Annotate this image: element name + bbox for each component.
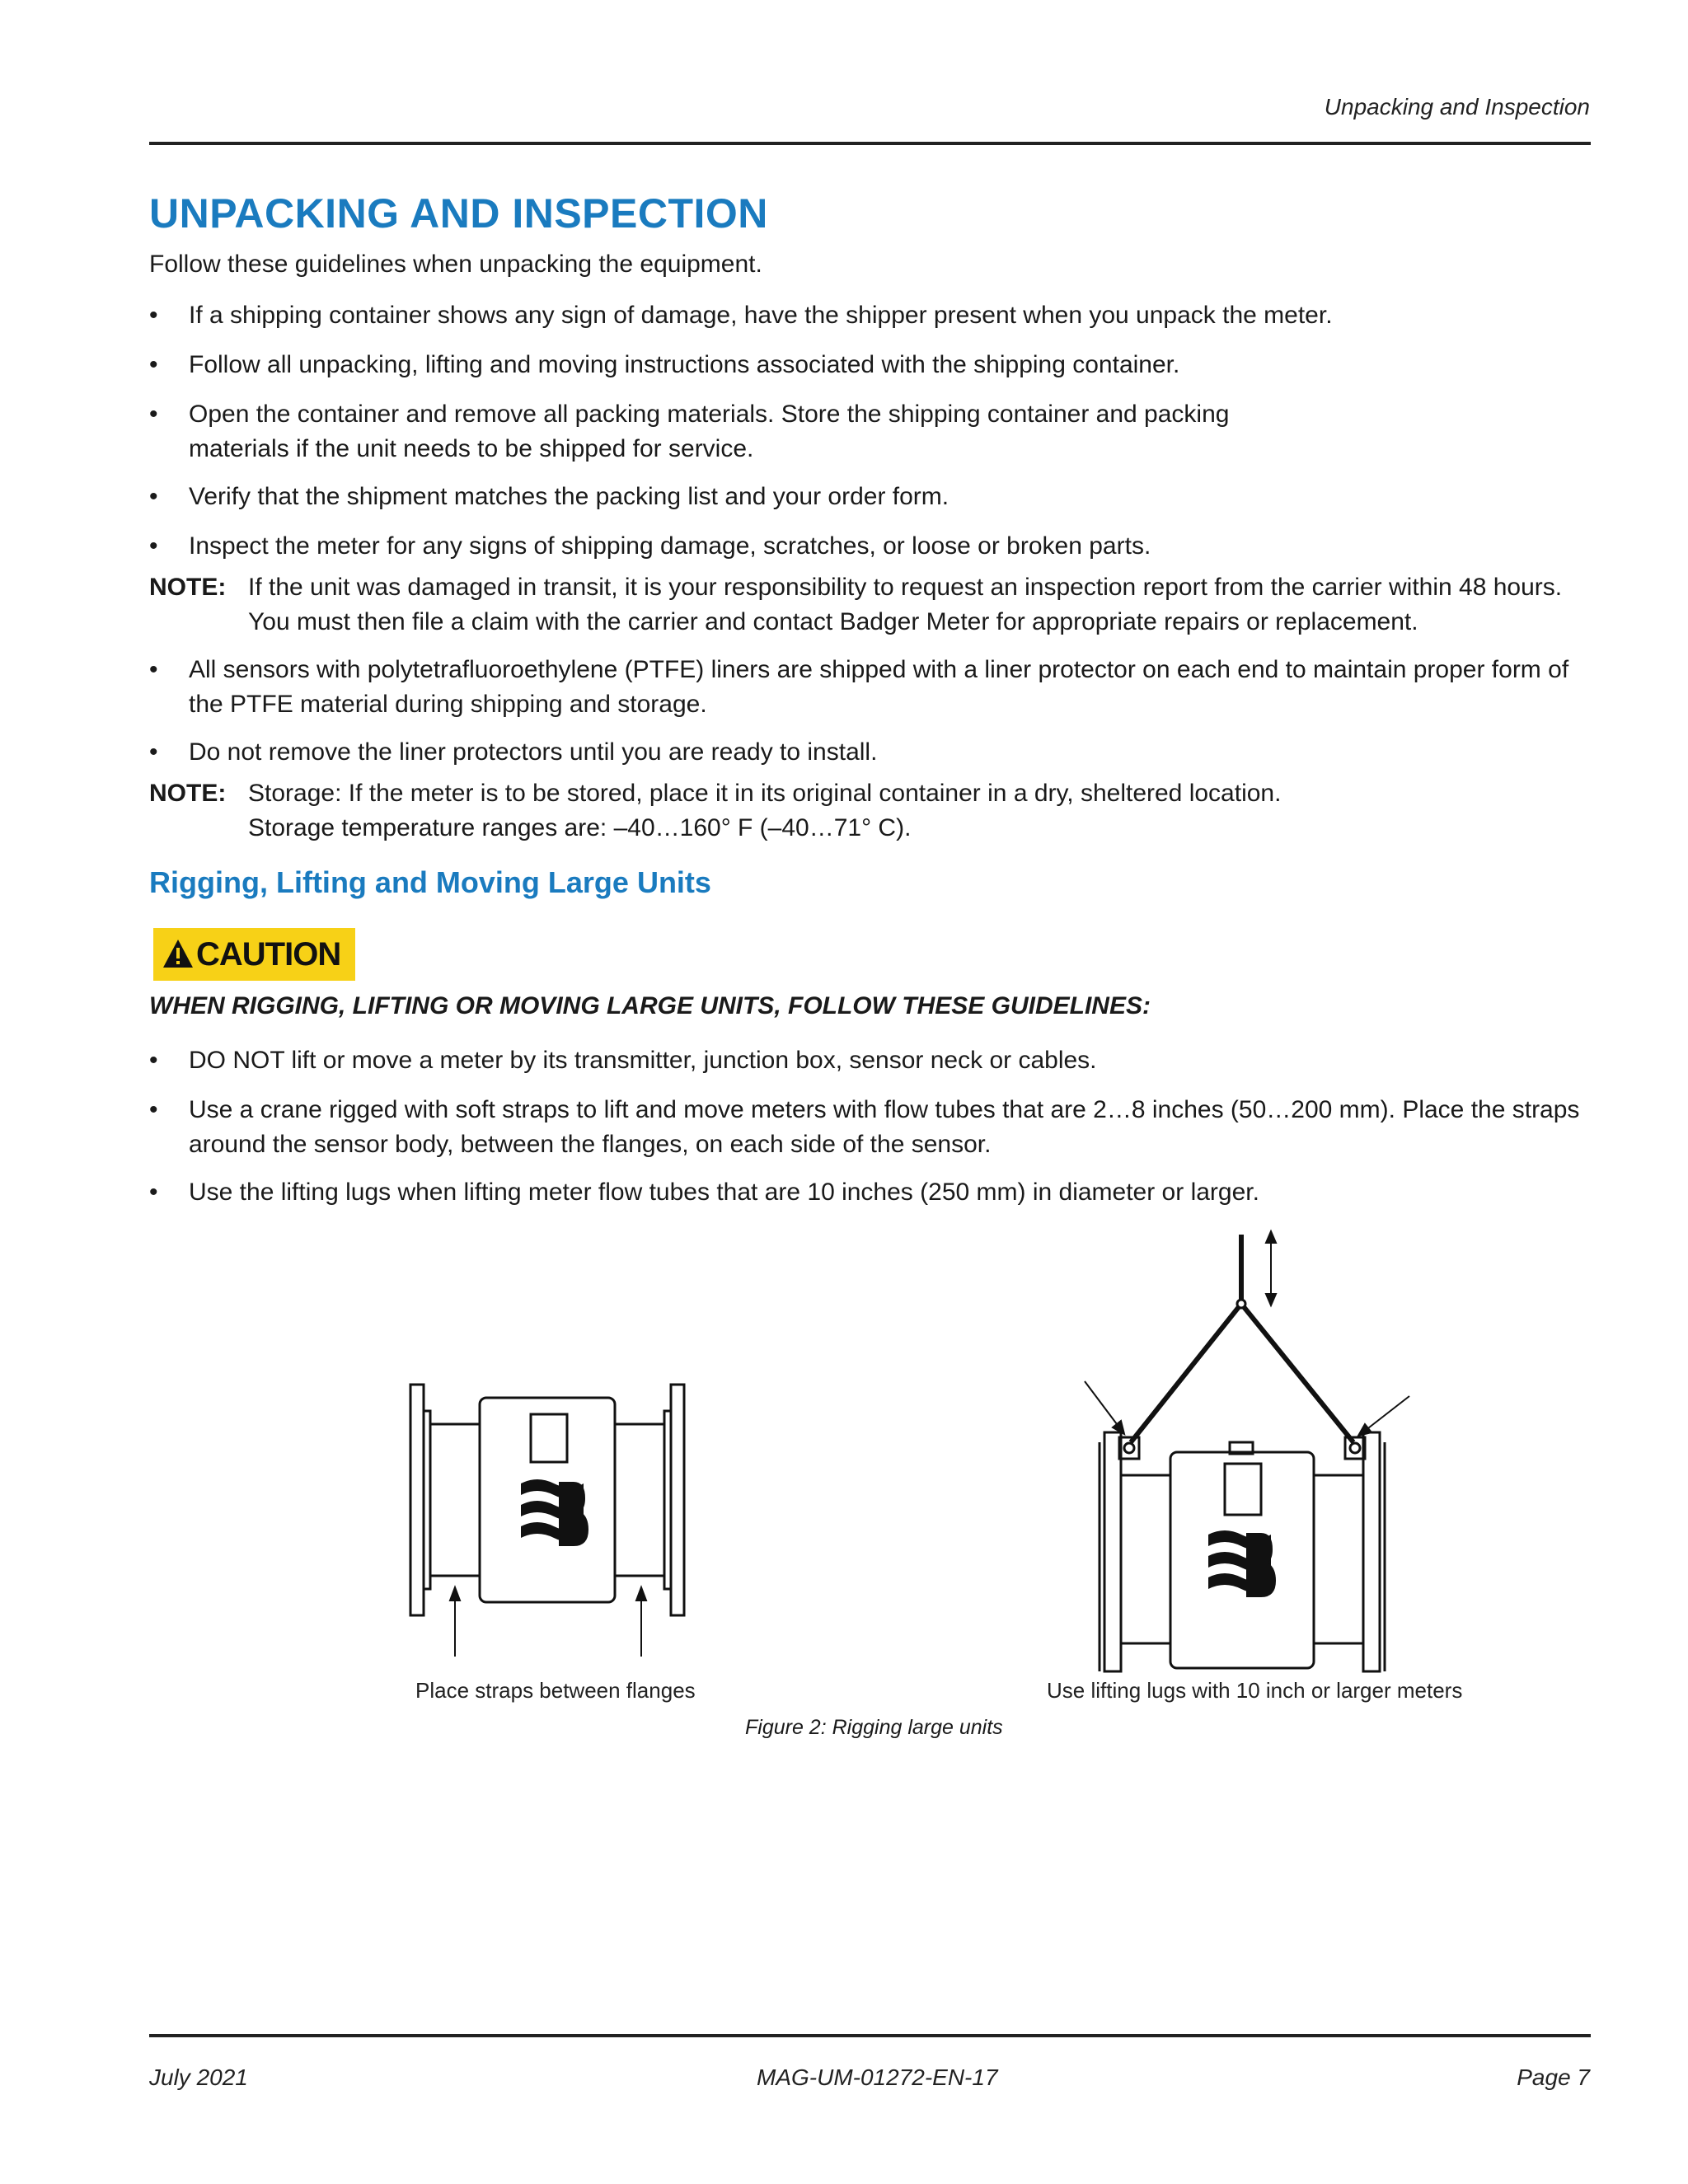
caution-badge [153, 928, 355, 981]
guidelines-heading: WHEN RIGGING, LIFTING OR MOVING LARGE UNITS, FOLLOW THESE GUIDELINES: [149, 992, 1151, 1019]
bullet-dot: • [149, 1179, 158, 1206]
footer-rule [149, 2034, 1591, 2037]
hook-ring [1237, 1300, 1245, 1308]
running-header: Unpacking and Inspection [1324, 94, 1590, 120]
bullet-dot: • [149, 656, 158, 683]
bullet-dot: • [149, 351, 158, 378]
rigging-figure [0, 1220, 1688, 1747]
header-rule [149, 142, 1591, 145]
strap-arrow-right [636, 1587, 646, 1657]
note-text: If the unit was damaged in transit, it is your responsibility to request an inspection report from the carrier within 48 hours. You must then file a claim with the carrier and contact Badger Meter for appropriate repairs or replacement. [248, 574, 1563, 635]
bullet-dot: • [149, 302, 158, 329]
note-line-1: Storage: If the meter is to be stored, place it in its original container in a dry, sheltered location. [248, 780, 1282, 807]
bullet-dot: • [149, 1047, 158, 1074]
footer-date: July 2021 [149, 2064, 248, 2090]
bullet-dot: • [149, 532, 158, 560]
warning-triangle-icon [162, 938, 195, 969]
bullet-dot: • [149, 738, 158, 766]
meter-right-illustration [1100, 1432, 1385, 1671]
lug-arrow-right [1358, 1396, 1409, 1436]
manual-page: Unpacking and Inspection UNPACKING AND INSPECTION Follow these guidelines when unpacking the equipment. • If a shipping container shows any sign of damage, have the shipper present when you unpack the meter. • Follow all unpacking, lifting and moving instructions associated with the shipping container. • Open the container and remove all packing materials. Store the shipping container and packing materials if the unit needs to be shipped for service. • Verify that the shipment matches the packing list and your order form. • Inspect the meter for any signs of shipping damage, scratches, or loose or broken parts. NOTE: If the unit was damaged in transit, it is your responsibility to request an inspection report from the carrier within 48 hours. You must then file a claim with the carrier and contact Badger Meter for appropriate repairs or replacement. • All sensors with polytetrafluoroethylene (PTFE) liners are shipped with a liner protector on each end to maintain proper form of the PTFE material during shipping and storage. • Do not remove the liner protectors until you are ready to install. NOTE: Storage: If the meter is to be stored, place it in its original container in a dry, sheltered location. Storage temperature ranges are: –40…160° F (–40…71° C). Rigging, Lifting and Moving Large Units CAUTION WHEN RIGGING, LIFTING OR MOVING LARGE UNITS, FOLLOW THESE GUIDELINES: • DO NOT lift or move a meter by its transmitter, junction box, sensor neck or cables. • Use a crane rigged with soft straps to lift and move meters with flow tubes that are 2…8 inches (50…200 mm). Place the straps around the sensor body, between the flanges, on each side of the sensor. • Use the lifting lugs when lifting meter flow tubes that are 10 inches (250 mm) in diameter or larger. Place straps between flanges Use lifting lugs with 10 inch or larger meters Figure 2: Rigging large units July 2021 MAG-UM-01272-EN-17 Page 7 [0, 0, 1688, 2184]
bullet-dot: • [149, 1096, 158, 1123]
lug-arrow-left [1085, 1381, 1124, 1434]
meter-left-illustration [410, 1385, 684, 1615]
crane-sling [1131, 1235, 1353, 1442]
lift-direction-arrow-icon [1266, 1231, 1276, 1305]
footer-doc-id: MAG-UM-01272-EN-17 [757, 2064, 998, 2090]
figure-caption: Figure 2: Rigging large units [745, 1716, 1003, 1739]
caution-word: CAUTION [196, 936, 341, 972]
bullet-dot: • [149, 401, 158, 428]
page-title: UNPACKING AND INSPECTION [149, 190, 768, 237]
note-label: NOTE: [149, 780, 227, 807]
bullet-dot: • [149, 483, 158, 510]
strap-arrow-left [450, 1587, 460, 1657]
footer-page-number: Page 7 [1517, 2064, 1590, 2090]
note-line-2: Storage temperature ranges are: –40…160° F (–40…71° C). [248, 814, 912, 841]
section-heading: Rigging, Lifting and Moving Large Units [149, 865, 711, 899]
intro-text: Follow these guidelines when unpacking the equipment. [149, 251, 762, 278]
figure-label-left: Place straps between flanges [415, 1678, 696, 1703]
note-label: NOTE: [149, 574, 227, 601]
figure-label-right: Use lifting lugs with 10 inch or larger meters [1047, 1678, 1463, 1703]
